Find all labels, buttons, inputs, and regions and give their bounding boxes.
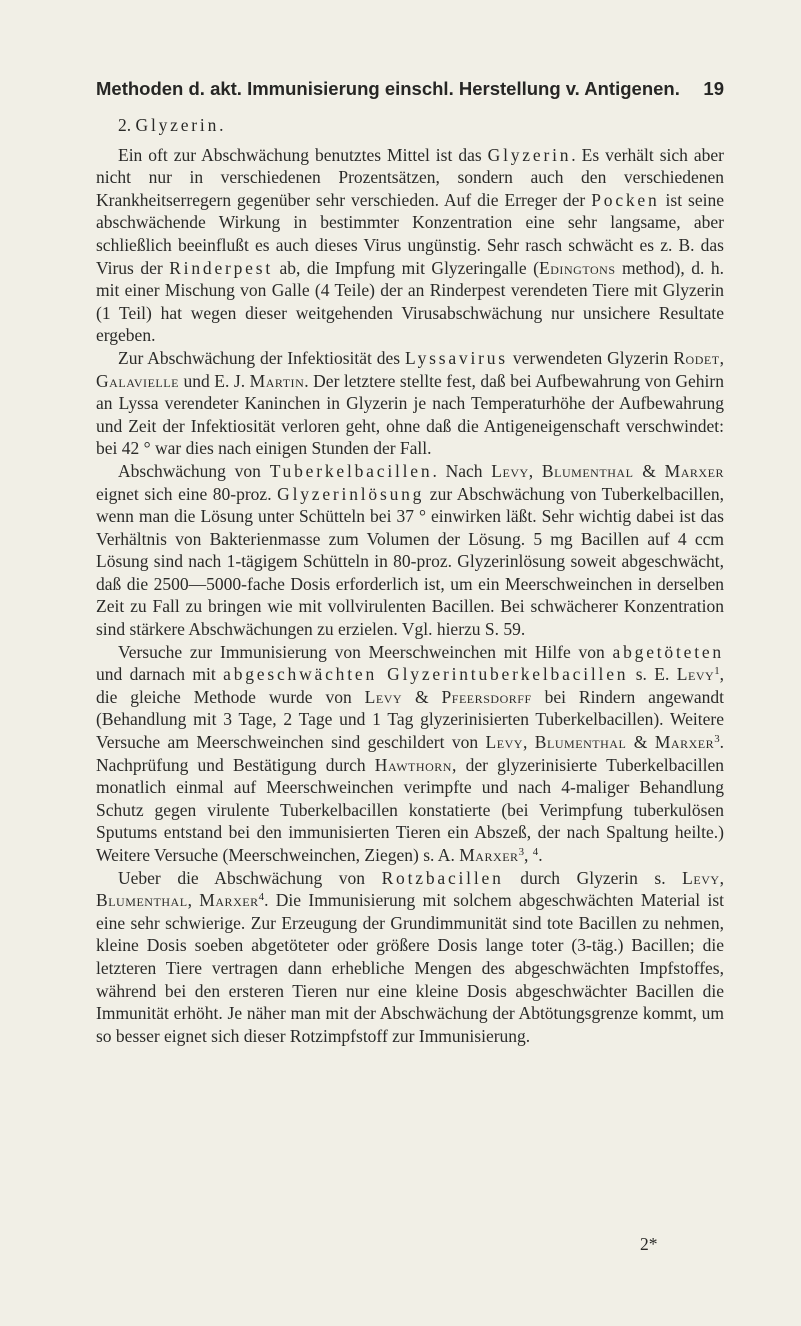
text-run: und darnach mit — [96, 664, 224, 685]
author-name: Levy — [682, 867, 720, 888]
spaced-term: Glyzerin — [487, 144, 572, 165]
author-name: Levy — [676, 664, 715, 685]
text-run: Zur Abschwächung der Infektiosität des — [118, 347, 406, 368]
text-run: . Der letztere stellte fest, daß bei Aufbewahrung von Gehirn an Lyssa verendeter Kaninchen in Glyzerin je nach Temperaturhöhe der Aufbewahrung und Zeit der Infektiosität verloren geht, ohne daß die Antigeneigenschaft verschwindet: bei 42 ° war dies nach einigen Stunden der Fall. — [96, 370, 725, 459]
text-run: , der glyzerinisierte Tuberkelbacillen monatlich einmal auf Meerschweinchen verimpfte und nach 4-maliger Behandlung Schutz gegen virulente Tuberkelbacillen konstatierte (bei Verimpfung tuberkulösen Sputums entstand bei den immunisierten Tieren ein Abszeß, der nach Spaltung heilte.) Weitere Versuche (Meerschweinchen, Ziegen) s. A. — [96, 754, 725, 865]
paragraph-rotzbacillen — [96, 867, 724, 1048]
author-name: Levy — [485, 732, 523, 753]
author-name: Blumenthal — [96, 890, 188, 911]
spaced-term: Glyzerinlösung — [277, 483, 425, 504]
footnote-marker: 4 — [258, 891, 265, 904]
text-run: bei Rindern angewandt (Behandlung mit 3 Tage, 2 Tage und 1 Tag glyzerinisierten Tuberkelbacillen). Weitere Versuche am Meerschweinchen sind geschildert von — [96, 686, 724, 753]
spaced-term: abgeschwächten Glyzerintuberkelbacillen — [223, 664, 629, 685]
paragraph-tuberkelbacillen — [96, 460, 724, 641]
section-title: Glyzerin. — [135, 115, 227, 135]
text-run: durch Glyzerin s. — [503, 867, 683, 888]
body-text — [96, 114, 724, 1047]
text-run: , — [719, 867, 724, 888]
author-name: Edingtons — [539, 257, 616, 278]
text-run: . Nach — [432, 460, 492, 481]
author-name: Levy — [364, 686, 403, 707]
footnote-marker: 3 — [714, 733, 720, 746]
text-run: ist seine abschwächende Wirkung in bestimmter Konzentration eine sehr langsame, aber schließlich beeinflußt es auch dieses Virus ungünstig. Sehr rasch schwächt es z. B. das Virus der — [96, 189, 724, 278]
paragraph-glyzerin-intro — [96, 144, 724, 347]
text-run: & — [626, 732, 655, 753]
spaced-term: Pocken — [591, 189, 660, 210]
text-run: eignet sich eine 80-proz. — [96, 483, 278, 504]
spaced-term: Lyssavirus — [405, 347, 508, 368]
author-name: Galavielle — [96, 370, 179, 391]
author-name: Blumenthal — [541, 460, 634, 481]
text-run: Abschwächung von — [118, 460, 270, 481]
text-run: , — [719, 347, 724, 368]
text-run: Versuche zur Immunisierung von Meerschweinchen mit Hilfe von — [118, 641, 613, 662]
author-name: Rodet — [673, 347, 720, 368]
text-run: , die gleiche Methode wurde von — [96, 664, 724, 707]
spaced-term: Tuberkelbacillen — [269, 460, 433, 481]
text-run: . Die Immunisierung mit solchem abgeschwächten Material ist eine sehr schwierige. Zur Erzeugung der Grundimmunität sind tote Bacillen zu nehmen, kleine Dosis soeben abgetöteter oder größere Dosis lange toter (3-täg.) Bacillen; die letzteren Tiere vertragen dann erhebliche Mengen des abgeschwächten Impfstoffes, während bei den ersteren Tieren nur eine kleine Dosis abgeschwächter Bacillen die Immunität erhöht. Je näher man mit der Abschwächung der Abtötungsgrenze kommt, um so besser eignet sich dieser Rotzimpfstoff zur Immunisierung. — [96, 890, 724, 1046]
text-run: ab, die Impfung mit Glyzeringalle ( — [273, 257, 540, 278]
author-name: Levy — [491, 460, 529, 481]
text-run: , — [187, 890, 200, 911]
section-heading — [96, 114, 724, 137]
printer-signature: 2* — [640, 1234, 658, 1254]
author-name: Martin — [249, 370, 305, 391]
spaced-term: Rotzbacillen — [381, 867, 504, 888]
text-run: . — [538, 845, 543, 865]
author-name: Marxer — [459, 845, 519, 865]
text-run: zur Abschwächung von Tuberkelbacillen, wenn man die Lösung unter Schütteln bei 37 ° einwirken läßt. Sehr wichtig dabei ist das Verhältnis von Bakterienmasse zum Volumen der Lösung. 5 mg Bacillen auf 4 ccm Lösung sind nach 1-tägigem Schütteln in 80-proz. Glyzerinlösung soweit abgeschwächt, daß die 2500—5000-fache Dosis erforderlich ist, um ein Meerschweinchen in derselben Zeit zu Fall zu bringen wie mit vollvirulenten Bacillen. Bei schwächerer Konzentration sind stärkere Abschwächungen zu erzielen. Vgl. hierzu S. 59. — [96, 483, 724, 640]
text-run: method), d. h. mit einer Mischung von Galle (4 Teile) der an Rinderpest verendeten Tiere mit Glyzerin (1 Teil) hat wegen dieser weitgehenden Virusabschwächung nur unsichere Resultate ergeben. — [96, 257, 725, 346]
text-run: & — [402, 686, 442, 707]
text-run: verwendeten Glyzerin — [507, 347, 674, 368]
page-number: 19 — [703, 78, 724, 99]
spaced-term: abgetöteten — [612, 641, 724, 662]
running-head — [96, 77, 724, 101]
text-run: und E. J. — [179, 370, 250, 391]
text-run: Ueber die Abschwächung von — [118, 867, 382, 888]
author-name: Marxer — [654, 732, 715, 753]
footnote-marker: 4 — [532, 846, 539, 859]
section-number: 2. — [118, 115, 132, 135]
text-run: , — [528, 460, 542, 481]
author-name: Hawthorn — [374, 754, 452, 775]
paragraph-immunisierung-meerschweinchen — [96, 641, 724, 867]
text-run: & — [633, 460, 665, 481]
author-name: Marxer — [199, 890, 259, 911]
text-run: . Nachprüfung und Bestätigung durch — [96, 732, 724, 775]
running-head-title: Methoden d. akt. Immunisierung einschl. Herstellung v. Antigenen. — [96, 78, 680, 99]
author-name: Marxer — [664, 460, 725, 481]
author-name: Pfeersdorff — [441, 686, 532, 707]
spaced-term: Rinderpest — [169, 257, 274, 278]
paragraph-lyssavirus — [96, 347, 724, 460]
footnote-marker: 3 — [518, 846, 525, 859]
text-run: , — [524, 845, 533, 865]
footnote-marker: 1 — [714, 665, 720, 678]
text-run: Ein oft zur Abschwächung benutztes Mittel ist das — [118, 144, 488, 165]
text-run: s. E. — [628, 664, 677, 685]
text-run: . Es verhält sich aber nicht nur in verschiedenen Prozentsätzen, sondern auch den verschiedenen Krankheitserregern gegenüber sehr verschieden. Auf die Erreger der — [96, 144, 725, 210]
author-name: Blumenthal — [534, 732, 627, 753]
text-run: , — [522, 732, 535, 753]
